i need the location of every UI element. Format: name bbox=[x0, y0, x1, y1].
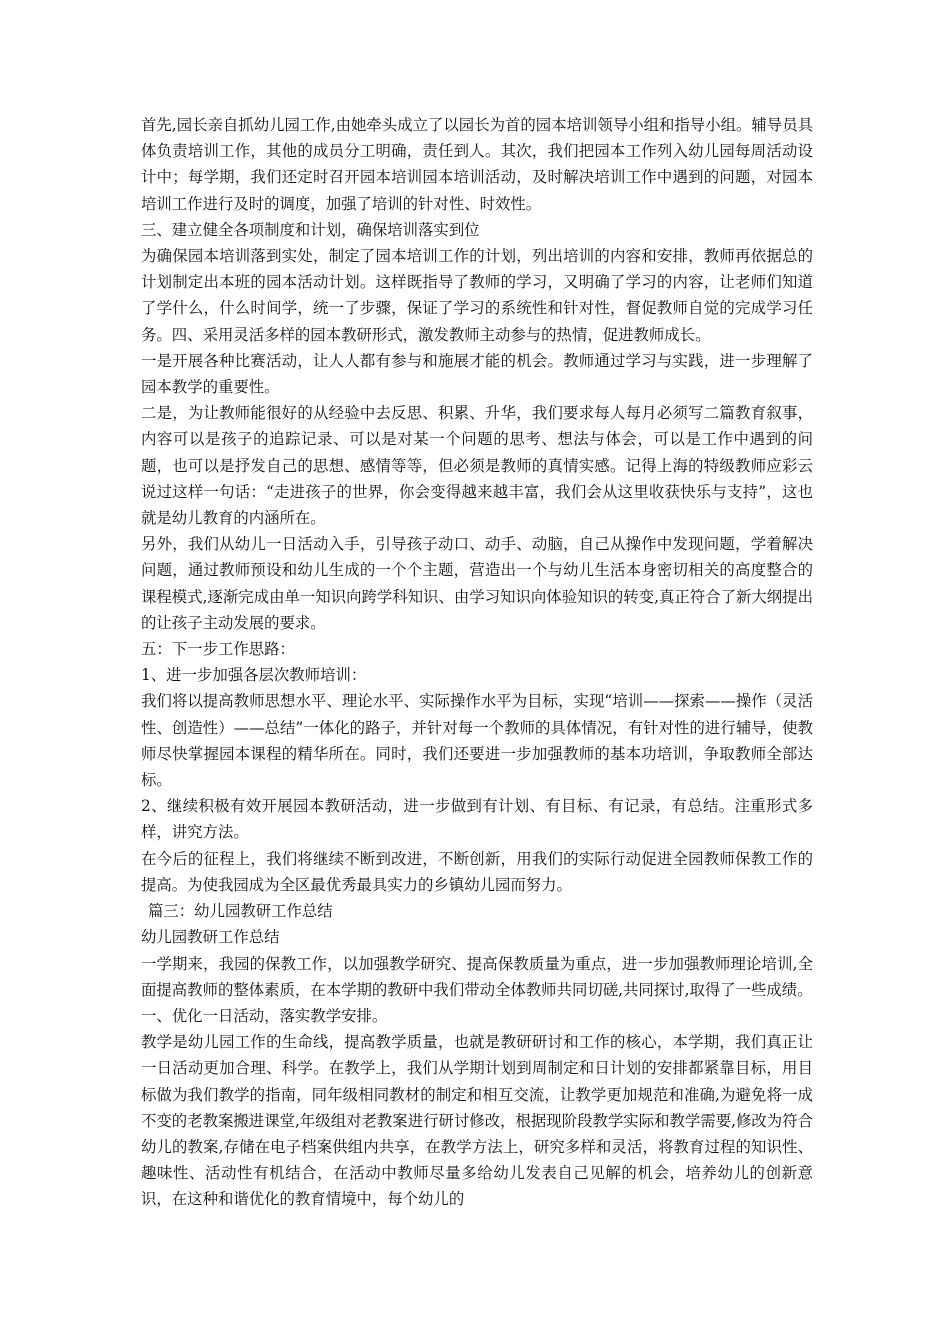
heading-section-three: 三、建立健全各项制度和计划，确保培训落实到位 bbox=[141, 220, 480, 239]
paragraph-reflection: 二是，为让教师能很好的从经验中去反思、积累、升华，我们要求每人每月必须写二篇教育叙事，内容可以是孩子的追踪记录、可以是对某一个问题的思考、想法与体会，可以是工作中遇到的问题，也可以是抒发自己的思想、感情等等，但必须是教师的真情实感。记得上海的特级教师应彩云说过这样一句话：“走进孩子的世界，你会变得越来越丰富，我们会从这里收获快乐与支持”，这也就是幼儿教育的内涵所在。 bbox=[141, 404, 813, 528]
paragraph-training-plan: 为确保园本培训落到实处，制定了园本培训工作的计划，列出培训的内容和安排，教师再依据总的计划制定出本班的园本活动计划。这样既指导了教师的学习，又明确了学习的内容，让老师们知道了学什么，什么时间学，统一了步骤，保证了学习的系统性和针对性，督促教师自觉的完成学习任务。四、采用灵活多样的园本教研形式，激发教师主动参与的热情，促进教师成长。 bbox=[141, 247, 813, 344]
paragraph-competitions: 一是开展各种比赛活动，让人人都有参与和施展才能的机会。教师通过学习与实践，进一步理解了园本教学的重要性。 bbox=[141, 351, 813, 397]
subheading-teacher-training: 1、进一步加强各层次教师培训： bbox=[141, 666, 367, 685]
paragraph-daily-activities: 另外，我们从幼儿一日活动入手，引导孩子动口、动手、动脑，自己从操作中发现问题，学着解决问题，通过教师预设和幼儿生成的一个个主题，营造出一个与幼儿生活本身密切相关的高度整合的课程模式,逐渐完成由单一知识向跨学科知识、由学习知识向体验知识的转变,真正符合了新大纲提出的让孩子主动发展的要求。 bbox=[141, 535, 813, 632]
paragraph-research-activities: 2、继续积极有效开展园本教研活动，进一步做到有计划、有目标、有记录，有总结。注重形式多样，讲究方法。 bbox=[141, 797, 813, 842]
paragraph-semester-summary: 一学期来，我园的保教工作，以加强教学研究、提高保教质量为重点，进一步加强教师理论培训,全面提高教师的整体素质，在本学期的教研中我们带动全体教师共同切磋,共同探讨,取得了一些成绩。 bbox=[141, 954, 813, 999]
document-title: 幼儿园教研工作总结 bbox=[141, 928, 280, 947]
paragraph-training-goals: 我们将以提高教师思想水平、理论水平、实际操作水平为目标，实现“培训——探索——操作（灵活性、创造性）——总结”一体化的路子，并针对每一个教师的具体情况，有针对性的进行辅导，使教师尽快掌握园本课程的精华所在。同时，我们还要进一步加强教师的基本功培训，争取教师全部达标。 bbox=[141, 692, 813, 790]
heading-optimize-daily: 一、优化一日活动，落实教学安排。 bbox=[141, 1006, 388, 1025]
heading-part-three: 篇三：幼儿园教研工作总结 bbox=[148, 902, 333, 921]
paragraph-leadership-group: 首先,园长亲自抓幼儿园工作,由她牵头成立了以园长为首的园本培训领导小组和指导小组。辅导员具体负责培训工作，其他的成员分工明确，责任到人。其次，我们把园本工作列入幼儿园每周活动设计中；每学期，我们还定时召开园本培训园本培训活动，及时解决培训工作中遇到的问题，对园本培训工作进行及时的调度，加强了培训的针对性、时效性。 bbox=[141, 116, 813, 213]
heading-next-steps: 五：下一步工作思路： bbox=[141, 640, 295, 659]
paragraph-future-journey: 在今后的征程上，我们将继续不断到改进，不断创新，用我们的实际行动促进全园教师保教工作的提高。为使我园成为全区最优秀最具实力的乡镇幼儿园而努力。 bbox=[141, 849, 813, 894]
paragraph-teaching-lifeline: 教学是幼儿园工作的生命线，提高教学质量，也就是教研研讨和工作的核心，本学期，我们真正让一日活动更加合理、科学。在教学上，我们从学期计划到周制定和日计划的安排都紧靠目标，用目标做为我们教学的指南，同年级相同教材的制定和相互交流，让教学更加规范和准确,为避免将一成不变的老教案搬进课堂,年级组对老教案进行研讨修改，根据现阶段教学实际和教学需要,修改为符合幼儿的教案,存储在电子档案供组内共享，在教学方法上，研究多样和灵活，将教育过程的知识性、趣味性、活动性有机结合，在活动中教师尽量多给幼儿发表自己见解的机会，培养幼儿的创新意识，在这种和谐优化的教育情境中，每个幼儿的 bbox=[141, 1033, 813, 1209]
document-body bbox=[141, 112, 813, 1213]
